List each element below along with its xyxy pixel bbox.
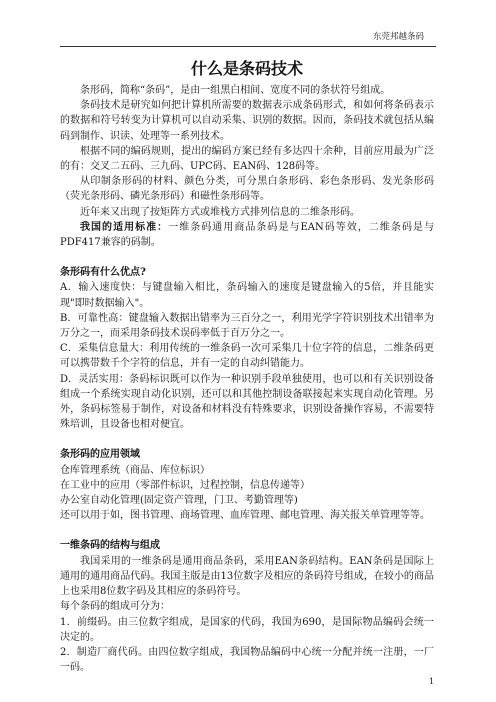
intro-paragraph-3: 根据不同的编码规则，提出的编码方案已经有多达四十余种，目前应用最为广泛的有：交叉二五码、三九码、UPC码、EAN码、128码等。: [60, 145, 434, 173]
advantage-item-d: D．灵活实用：条码标识既可以作为一种识别手段单独使用，也可以和有关识别设备组成一个系统实现自动化识别，还可以和其他控制设备联接起来实现自动化管理。另外，条码标签易于制作，对设备和材料没有特殊要求，识别设备操作容易，不需要特殊培训，且设备也相对便宜。: [60, 373, 434, 431]
standard-text: 一维条码通用商品条码是与EAN码等效，二维条码是与PDF417兼容的码制。: [60, 221, 435, 249]
document-body: [60, 58, 434, 675]
applications-heading: 条形码的应用领域: [60, 449, 140, 461]
structure-paragraph: 1．前缀码。由三位数字组成，是国家的代码，我国为690，是国际物品编码会统一决定的。: [60, 616, 434, 643]
page-number: 1: [428, 677, 434, 686]
standard-label: 我国的适用标准：: [80, 221, 169, 233]
application-item: 还可以用于如，图书管理、商场管理、血库管理、邮电管理、海关报关单管理等等。: [60, 510, 430, 522]
application-item: 仓库管理系统（商品、库位标识）: [60, 464, 210, 476]
standard-paragraph: [60, 220, 434, 250]
intro-paragraph-5: 近年来又出现了按矩阵方式或堆栈方式排列信息的二维条形码。: [80, 206, 360, 218]
application-item: 办公室自动化管理(固定资产管理，门卫、考勤管理等): [60, 495, 298, 507]
intro-paragraph-1: 条形码，简称“条码”，是由一组黑白相间、宽度不同的条状符号组成。: [80, 85, 391, 96]
intro-paragraph-2: 条码技术是研究如何把计算机所需要的数据表示成条码形式，和如何将条码表示的数据和符号转变为计算机可以自动采集、识别的数据。因而，条码技术就包括从编码到制作、识读、处理等一系列技术。: [60, 100, 434, 142]
header-rule: [60, 46, 436, 47]
page-header: 东莞邦越条码: [372, 32, 424, 42]
structure-heading: 一维条码的结构与组成: [60, 540, 160, 552]
advantages-heading: 条形码有什么优点?: [60, 267, 146, 279]
structure-paragraph: 2．制造厂商代码。由四位数字组成，我国物品编码中心统一分配并统一注册，一厂一码。: [60, 646, 434, 674]
advantage-item-b: B．可靠性高：键盘输入数据出错率为三百分之一，利用光学字符识别技术出错率为万分之一，而采用条码技术误码率低于百万分之一。: [60, 312, 434, 340]
page-title: 什么是条码技术: [190, 59, 303, 78]
advantage-item-c: C．采集信息量大：利用传统的一维条码一次可采集几十位字符的信息，二维条码更可以携带数千个字符的信息，并有一定的自动纠错能力。: [60, 343, 434, 370]
structure-paragraph: 我国采用的一维条码是通用商品条码，采用EAN条码结构。EAN条码是国际上通用的通用商品代码。我国主版是由13位数字及相应的条码符号组成，在较小的商品上也采用8位数字码及其相应的条码符号。: [60, 555, 434, 598]
advantage-item-a: A．输入速度快：与键盘输入相比，条码输入的速度是键盘输入的5倍，并且能实现"即时数据输入"。: [60, 282, 434, 309]
structure-paragraph: 每个条码的组成可分为：: [60, 601, 170, 613]
application-item: 在工业中的应用（零部件标识，过程控制，信息传递等）: [60, 479, 310, 491]
intro-paragraph-4: 从印制条形码的材料、颜色分类，可分黑白条形码、彩色条形码、发光条形码（荧光条形码、磷光条形码）和磁性条形码等。: [60, 176, 434, 203]
